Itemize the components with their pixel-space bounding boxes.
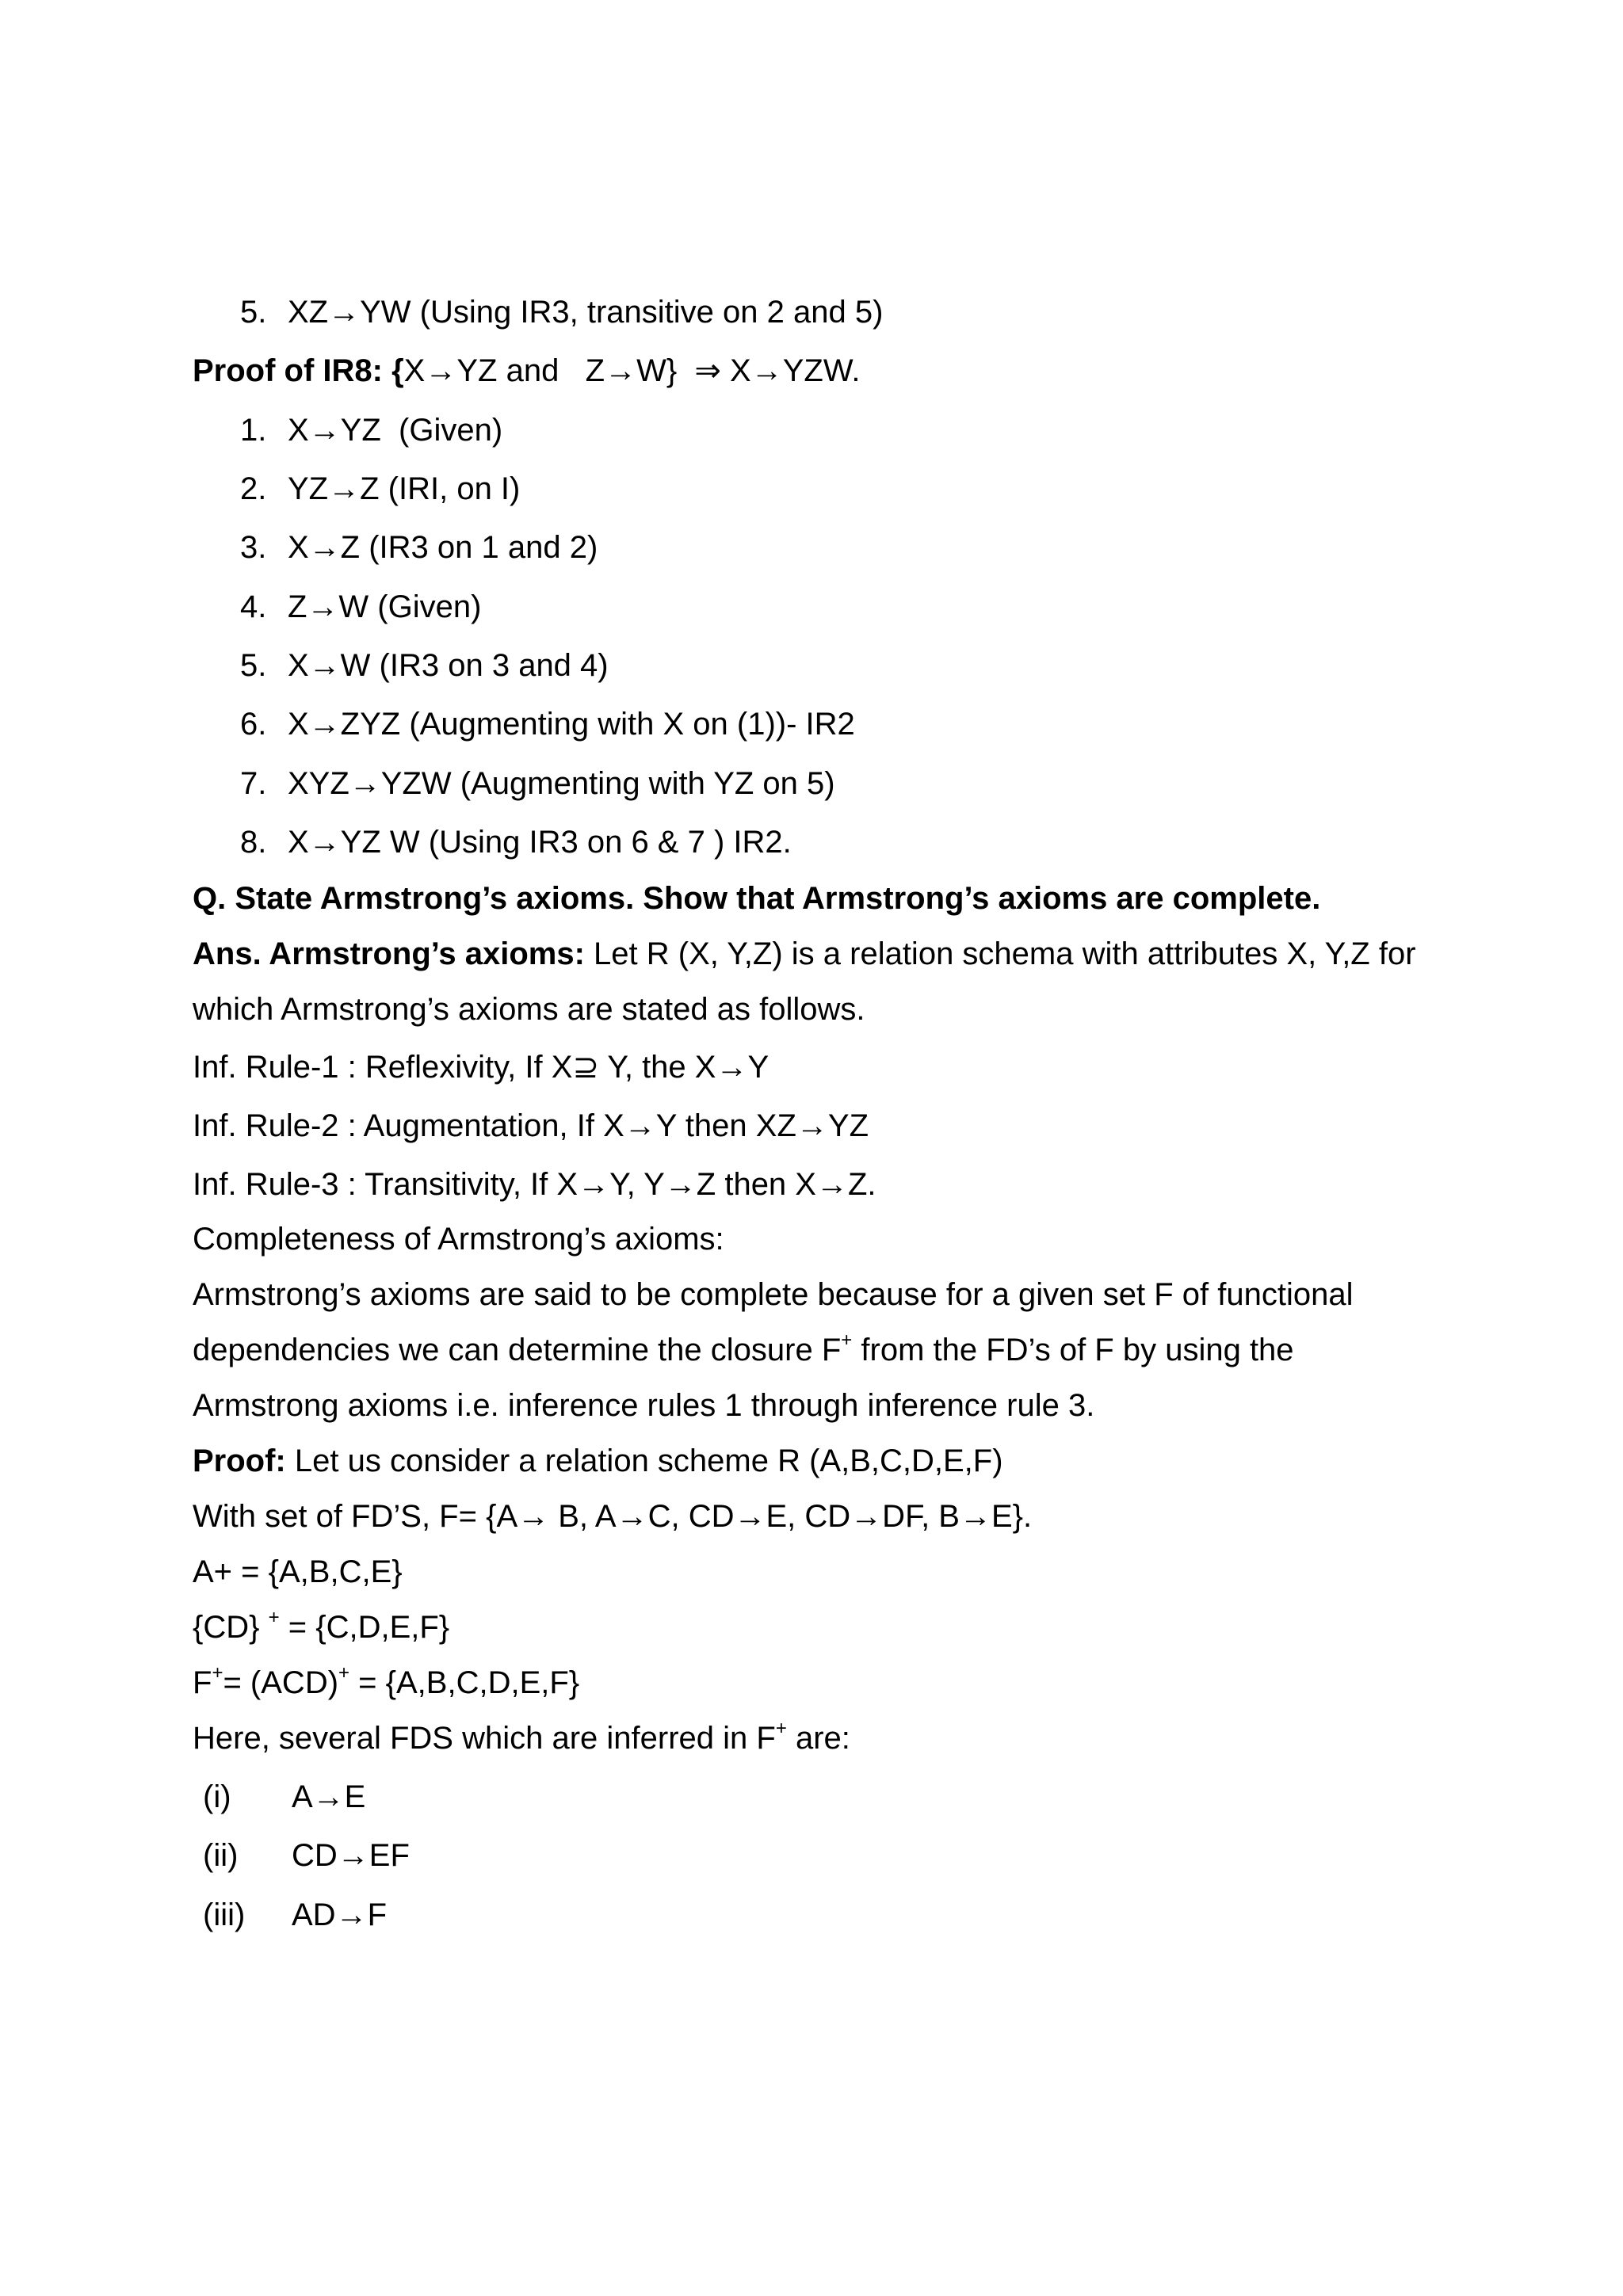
inference-rule: Inf. Rule-1 : Reflexivity, If X⊇ Y, the X→Y xyxy=(193,1050,769,1085)
closure-line: A+ = {A,B,C,E} xyxy=(193,1554,403,1589)
fd-set-line: With set of FD’S, F= {A→ B, A→C, CD→E, CD→DF, B→E}. xyxy=(193,1499,1033,1534)
numbered-step: 1. X→YZ (Given) xyxy=(240,413,503,448)
inferred-item: (iii) AD→F xyxy=(203,1897,387,1932)
inferred-item: (i) A→E xyxy=(203,1779,366,1814)
paragraph-line: Armstrong axioms i.e. inference rules 1 through inference rule 3. xyxy=(193,1388,1095,1423)
answer-line: which Armstrong’s axioms are stated as follows. xyxy=(193,992,865,1027)
question-heading: Q. State Armstrong’s axioms. Show that Armstrong’s axioms are complete. xyxy=(193,881,1321,916)
closure-line: F+= (ACD)+ = {A,B,C,D,E,F} xyxy=(193,1662,580,1700)
answer-line: Ans. Armstrong’s axioms: Let R (X, Y,Z) is a relation schema with attributes X, Y,Z for xyxy=(193,936,1416,971)
inference-rule: Inf. Rule-3 : Transitivity, If X→Y, Y→Z then X→Z. xyxy=(193,1167,876,1202)
numbered-step: 5. XZ→YW (Using IR3, transitive on 2 and 5) xyxy=(240,295,884,330)
proof-line: Proof: Let us consider a relation scheme R (A,B,C,D,E,F) xyxy=(193,1444,1003,1478)
numbered-step: 3. X→Z (IR3 on 1 and 2) xyxy=(240,530,598,565)
inferred-item: (ii) CD→EF xyxy=(203,1838,410,1873)
numbered-step: 8. X→YZ W (Using IR3 on 6 & 7 ) IR2. xyxy=(240,825,792,860)
paragraph-line: Armstrong’s axioms are said to be complete because for a given set F of functional xyxy=(193,1277,1354,1312)
inference-rule: Inf. Rule-2 : Augmentation, If X→Y then XZ→YZ xyxy=(193,1108,869,1143)
paragraph-line: dependencies we can determine the closure F+ from the FD’s of F by using the xyxy=(193,1329,1294,1367)
numbered-step: 5. X→W (IR3 on 3 and 4) xyxy=(240,648,609,683)
proof-ir8-heading: Proof of IR8: {X→YZ and Z→W} ⇒ X→YZW. xyxy=(193,353,861,388)
completeness-heading: Completeness of Armstrong’s axioms: xyxy=(193,1222,724,1257)
numbered-step: 2. YZ→Z (IRI, on I) xyxy=(240,471,521,506)
closure-line: {CD} + = {C,D,E,F} xyxy=(193,1607,450,1645)
numbered-step: 7. XYZ→YZW (Augmenting with YZ on 5) xyxy=(240,766,835,801)
inferred-heading: Here, several FDS which are inferred in F+ are: xyxy=(193,1718,850,1756)
numbered-step: 4. Z→W (Given) xyxy=(240,589,482,624)
numbered-step: 6. X→ZYZ (Augmenting with X on (1))- IR2 xyxy=(240,707,855,742)
